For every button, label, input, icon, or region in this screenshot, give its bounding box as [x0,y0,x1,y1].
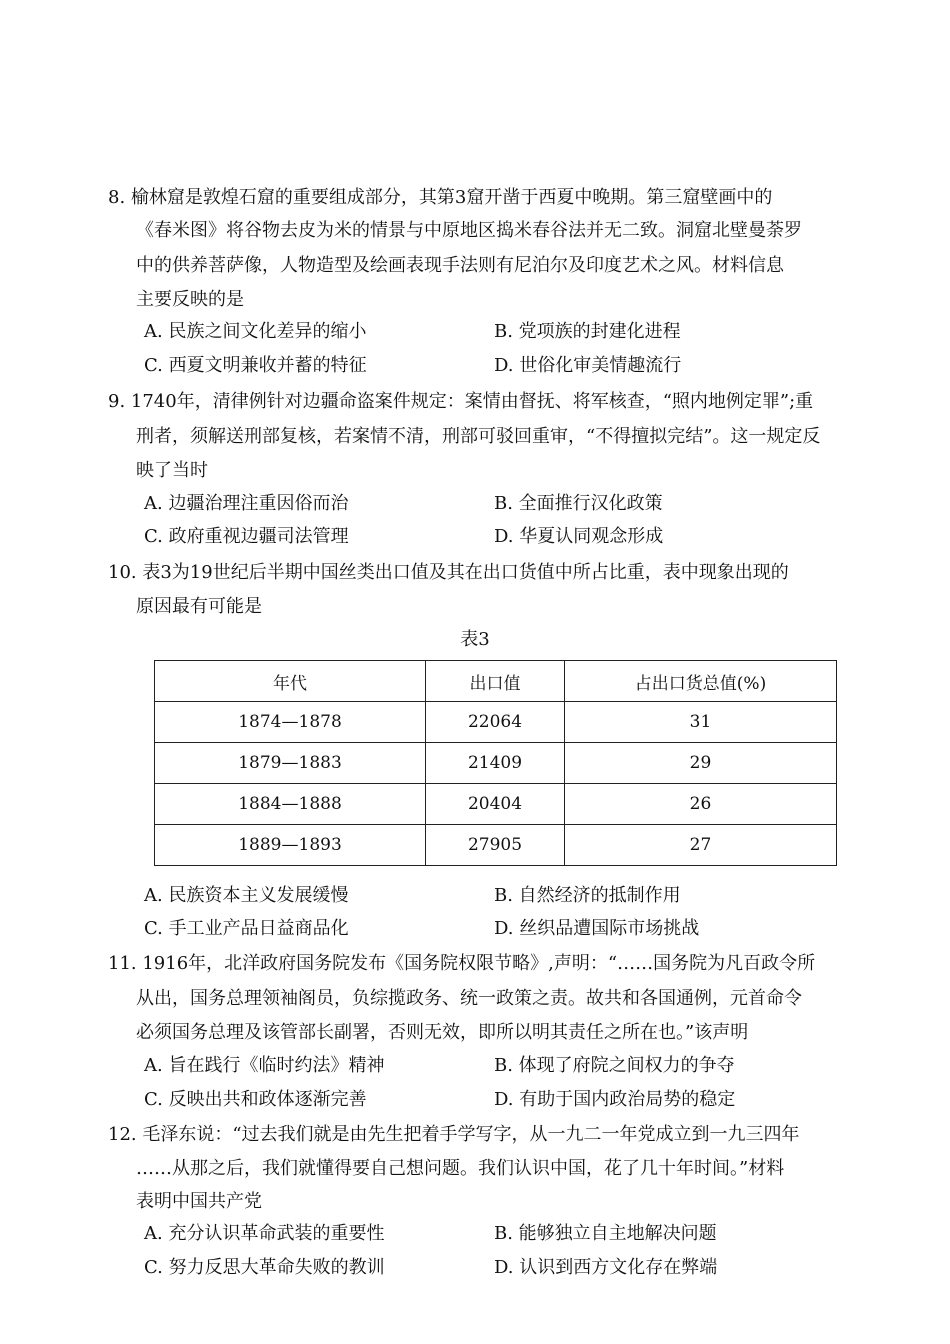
question-11-option-c: C. 反映出共和政体逐渐完善 [144,1089,367,1110]
table-cell: 1874—1878 [155,702,426,743]
question-10-option-a: A. 民族资本主义发展缓慢 [144,885,349,906]
table-row [155,825,837,866]
table-cell: 1884—1888 [155,784,426,825]
table-cell: 31 [565,702,837,743]
question-12-option-d: D. 认识到西方文化存在弊端 [494,1257,718,1278]
question-11-line-3: 必须国务总理及该管部长副署，否则无效，即所以明其责任之所在也。”该声明 [136,1022,749,1043]
question-9-option-b: B. 全面推行汉化政策 [494,493,663,514]
table-row [155,784,837,825]
question-12-line-1: 12. 毛泽东说：“过去我们就是由先生把着手学写字，从一九二一年党成立到一九三四年 [108,1124,800,1145]
table-header-cell: 占出口货总值(%) [565,661,837,702]
question-9-option-d: D. 华夏认同观念形成 [494,526,664,547]
question-9-line-1: 9. 1740年，清律例针对边疆命盗案件规定：案情由督抚、将军核查，“照内地例定罪”;重 [108,391,814,412]
question-11-option-a: A. 旨在践行《临时约法》精神 [144,1055,385,1076]
table-row [155,743,837,784]
question-8-line-3: 中的供养菩萨像，人物造型及绘画表现手法则有尼泊尔及印度艺术之风。材料信息 [136,255,784,276]
table-cell: 27 [565,825,837,866]
question-10-option-b: B. 自然经济的抵制作用 [494,885,681,906]
question-12-option-b: B. 能够独立自主地解决问题 [494,1223,717,1244]
table-cell: 20404 [426,784,565,825]
table-cell: 26 [565,784,837,825]
question-8-line-1: 8. 榆林窟是敦煌石窟的重要组成部分，其第3窟开凿于西夏中晚期。第三窟壁画中的 [108,187,773,208]
table-header-cell: 年代 [155,661,426,702]
question-8-option-a: A. 民族之间文化差异的缩小 [144,321,367,342]
table-caption: 表3 [460,629,490,650]
question-9-option-c: C. 政府重视边疆司法管理 [144,526,349,547]
question-10-line-1: 10. 表3为19世纪后半期中国丝类出口值及其在出口货值中所占比重，表中现象出现的 [108,562,789,583]
question-8-line-4: 主要反映的是 [136,289,244,310]
question-8-option-b: B. 党项族的封建化进程 [494,321,681,342]
question-8-option-c: C. 西夏文明兼收并蓄的特征 [144,355,367,376]
table-cell: 1879—1883 [155,743,426,784]
question-11-option-b: B. 体现了府院之间权力的争夺 [494,1055,735,1076]
table-cell: 1889—1893 [155,825,426,866]
question-11-line-2: 从出，国务总理领袖阁员，负综揽政务、统一政策之责。故共和各国通例，元首命令 [136,988,802,1009]
table-header-cell: 出口值 [426,661,565,702]
question-8-line-2: 《春米图》将谷物去皮为米的情景与中原地区捣米春谷法并无二致。洞窟北壁曼荼罗 [136,220,802,241]
question-11-line-1: 11. 1916年，北洋政府国务院发布《国务院权限节略》,声明：“……国务院为凡百政令所 [108,953,816,974]
question-12-line-2: ……从那之后，我们就懂得要自己想问题。我们认识中国，花了几十年时间。”材料 [136,1158,785,1179]
table-header-row [155,661,837,702]
table-cell: 22064 [426,702,565,743]
question-11-option-d: D. 有助于国内政治局势的稳定 [494,1089,736,1110]
question-9-line-3: 映了当时 [136,460,208,481]
question-12-option-c: C. 努力反思大革命失败的教训 [144,1257,385,1278]
question-12-option-a: A. 充分认识革命武装的重要性 [144,1223,385,1244]
question-10-option-d: D. 丝织品遭国际市场挑战 [494,918,700,939]
question-10-option-c: C. 手工业产品日益商品化 [144,918,349,939]
table-cell: 27905 [426,825,565,866]
table-row [155,702,837,743]
question-8-option-d: D. 世俗化审美情趣流行 [494,355,682,376]
table-cell: 21409 [426,743,565,784]
table-cell: 29 [565,743,837,784]
question-9-line-2: 刑者，须解送刑部复核，若案情不清，刑部可驳回重审，“不得擅拟完结”。这一规定反 [136,426,821,447]
question-10-line-2: 原因最有可能是 [136,596,262,617]
question-12-line-3: 表明中国共产党 [136,1191,262,1212]
data-table [154,660,837,866]
question-9-option-a: A. 边疆治理注重因俗而治 [144,493,349,514]
